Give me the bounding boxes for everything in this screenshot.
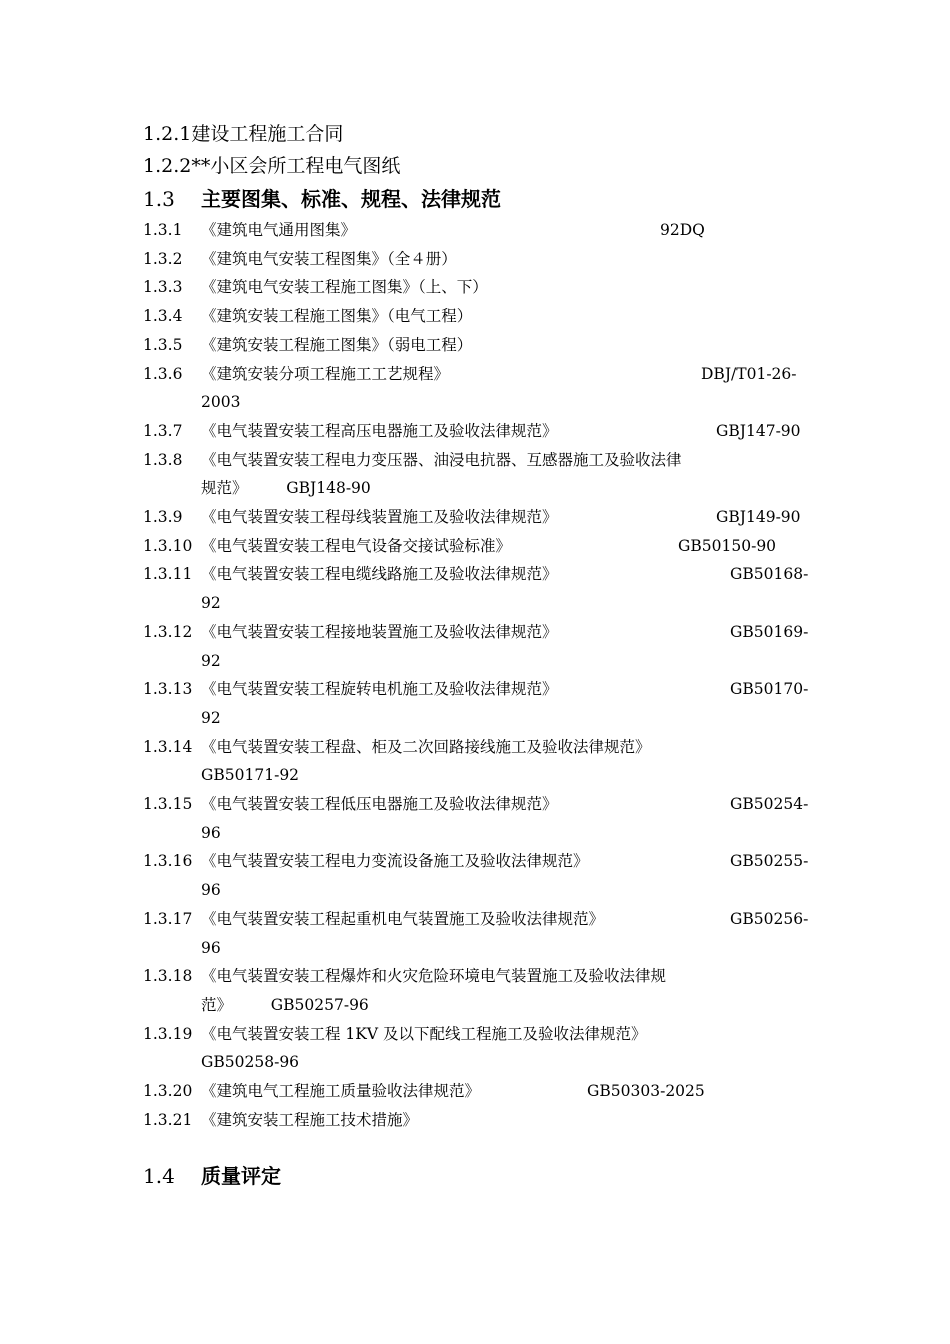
reference-item-1-3-10 bbox=[143, 532, 808, 561]
reference-title: 《建筑电气工程施工质量验收法律规范》 bbox=[201, 1082, 481, 1101]
reference-number: 1.3.20 bbox=[143, 1082, 193, 1101]
reference-item-1-3-1 bbox=[143, 216, 808, 245]
reference-code: GB50169- bbox=[730, 622, 809, 641]
reference-number: 1.3.1 bbox=[143, 221, 183, 239]
reference-number: 1.3.21 bbox=[143, 1110, 193, 1129]
reference-item-1-3-18 bbox=[143, 962, 808, 1019]
reference-number: 1.3.12 bbox=[143, 622, 193, 641]
reference-code: GB50170- bbox=[730, 680, 809, 699]
reference-title: 《电气装置安装工程电力变压器、油浸电抗器、互感器施工及验收法律 bbox=[201, 450, 682, 469]
reference-number: 1.3.9 bbox=[143, 508, 183, 527]
section-heading-1-4 bbox=[143, 1159, 808, 1193]
reference-code: GB50150-90 bbox=[678, 536, 777, 555]
reference-continuation: 92 bbox=[201, 651, 221, 670]
reference-item-1-3-19 bbox=[143, 1020, 808, 1077]
reference-item-1-3-8 bbox=[143, 446, 808, 503]
reference-item-1-3-7 bbox=[143, 417, 808, 446]
reference-number: 1.3.16 bbox=[143, 852, 193, 871]
reference-code: GBJ147-90 bbox=[716, 421, 801, 440]
reference-item-1-3-13 bbox=[143, 675, 808, 732]
subitem-text: 建设工程施工合同 bbox=[191, 123, 344, 145]
reference-title: 《电气装置安装工程母线装置施工及验收法律规范》 bbox=[201, 508, 558, 527]
reference-item-1-3-21 bbox=[143, 1106, 808, 1135]
reference-title: 《电气装置安装工程盘、柜及二次回路接线施工及验收法律规范》 bbox=[201, 737, 651, 756]
reference-continuation: 96 bbox=[201, 938, 221, 957]
reference-title: 《建筑安装工程施工图集》（电气工程） bbox=[201, 307, 473, 326]
reference-title: 《电气装置安装工程旋转电机施工及验收法律规范》 bbox=[201, 680, 558, 699]
subitem-1-2-2 bbox=[143, 150, 808, 182]
reference-continuation: 92 bbox=[201, 594, 221, 613]
reference-code: GB50303-2025 bbox=[587, 1082, 705, 1101]
reference-title: 《建筑电气通用图集》 bbox=[201, 221, 357, 239]
section-title: 质量评定 bbox=[201, 1163, 281, 1188]
reference-title: 《建筑电气安装工程图集》（全４册） bbox=[201, 249, 457, 268]
subitem-number: 1.2.2 bbox=[143, 155, 192, 177]
section-number: 1.4 bbox=[143, 1163, 175, 1188]
reference-item-1-3-3 bbox=[143, 273, 808, 302]
reference-code: GB50168- bbox=[730, 565, 809, 584]
reference-title: 《电气装置安装工程起重机电气装置施工及验收法律规范》 bbox=[201, 909, 605, 928]
reference-continuation: 规范》 GBJ148-90 bbox=[201, 479, 371, 498]
reference-title: 《电气装置安装工程电力变流设备施工及验收法律规范》 bbox=[201, 852, 589, 871]
reference-item-1-3-20 bbox=[143, 1077, 808, 1106]
reference-code: GB50256- bbox=[730, 909, 809, 928]
reference-number: 1.3.15 bbox=[143, 795, 193, 814]
reference-number: 1.3.11 bbox=[143, 565, 193, 584]
reference-item-1-3-4 bbox=[143, 302, 808, 331]
reference-continuation: GB50258-96 bbox=[201, 1053, 300, 1072]
section-title: 主要图集、标准、规程、法律规范 bbox=[201, 187, 501, 211]
reference-title: 《建筑安装分项工程施工工艺规程》 bbox=[201, 364, 450, 383]
reference-continuation: GB50171-92 bbox=[201, 766, 300, 785]
reference-number: 1.3.8 bbox=[143, 450, 183, 469]
reference-item-1-3-9 bbox=[143, 503, 808, 532]
reference-item-1-3-17 bbox=[143, 905, 808, 962]
reference-number: 1.3.17 bbox=[143, 909, 193, 928]
reference-title: 《建筑安装工程施工图集》（弱电工程） bbox=[201, 335, 473, 354]
subitem-number: 1.2.1 bbox=[143, 123, 192, 145]
section-number: 1.3 bbox=[143, 187, 175, 211]
reference-code: 92DQ bbox=[660, 221, 705, 239]
reference-title: 《电气装置安装工程电气设备交接试验标准》 bbox=[201, 536, 512, 555]
reference-continuation: 范》 GB50257-96 bbox=[201, 995, 369, 1014]
reference-number: 1.3.2 bbox=[143, 249, 183, 268]
reference-title: 《电气装置安装工程高压电器施工及验收法律规范》 bbox=[201, 421, 558, 440]
reference-item-1-3-14 bbox=[143, 733, 808, 790]
reference-title: 《电气装置安装工程低压电器施工及验收法律规范》 bbox=[201, 795, 558, 814]
reference-number: 1.3.5 bbox=[143, 335, 183, 354]
reference-title: 《电气装置安装工程爆炸和火灾危险环境电气装置施工及验收法律规 bbox=[201, 967, 667, 986]
reference-code: GBJ149-90 bbox=[716, 508, 801, 527]
reference-number: 1.3.14 bbox=[143, 737, 193, 756]
reference-number: 1.3.13 bbox=[143, 680, 193, 699]
document-body bbox=[143, 118, 808, 1193]
reference-title: 《建筑电气安装工程施工图集》（上、下） bbox=[201, 278, 488, 297]
reference-number: 1.3.18 bbox=[143, 967, 193, 986]
reference-title: 《建筑安装工程施工技术措施》 bbox=[201, 1110, 419, 1129]
reference-item-1-3-5 bbox=[143, 331, 808, 360]
reference-continuation: 96 bbox=[201, 823, 221, 842]
reference-number: 1.3.3 bbox=[143, 278, 183, 297]
reference-continuation: 92 bbox=[201, 708, 221, 727]
reference-number: 1.3.4 bbox=[143, 307, 183, 326]
reference-title: 《电气装置安装工程接地装置施工及验收法律规范》 bbox=[201, 622, 558, 641]
reference-code: GB50254- bbox=[730, 795, 809, 814]
reference-item-1-3-6 bbox=[143, 360, 808, 417]
reference-item-1-3-16 bbox=[143, 847, 808, 904]
subitem-text: **小区会所工程电气图纸 bbox=[191, 155, 401, 177]
reference-number: 1.3.6 bbox=[143, 364, 183, 383]
reference-item-1-3-2 bbox=[143, 245, 808, 274]
reference-item-1-3-12 bbox=[143, 618, 808, 675]
reference-continuation: 96 bbox=[201, 881, 221, 900]
reference-item-1-3-11 bbox=[143, 560, 808, 617]
reference-code: GB50255- bbox=[730, 852, 809, 871]
reference-number: 1.3.19 bbox=[143, 1024, 193, 1043]
reference-title: 《电气装置安装工程 1KV 及以下配线工程施工及验收法律规范》 bbox=[201, 1024, 647, 1043]
section-heading-1-3 bbox=[143, 182, 808, 216]
section-spacer bbox=[143, 1135, 808, 1159]
reference-continuation: 2003 bbox=[201, 393, 241, 412]
subitem-1-2-1 bbox=[143, 118, 808, 150]
reference-number: 1.3.7 bbox=[143, 421, 183, 440]
reference-code: DBJ/T01-26- bbox=[701, 364, 797, 383]
reference-number: 1.3.10 bbox=[143, 536, 193, 555]
reference-item-1-3-15 bbox=[143, 790, 808, 847]
reference-title: 《电气装置安装工程电缆线路施工及验收法律规范》 bbox=[201, 565, 558, 584]
